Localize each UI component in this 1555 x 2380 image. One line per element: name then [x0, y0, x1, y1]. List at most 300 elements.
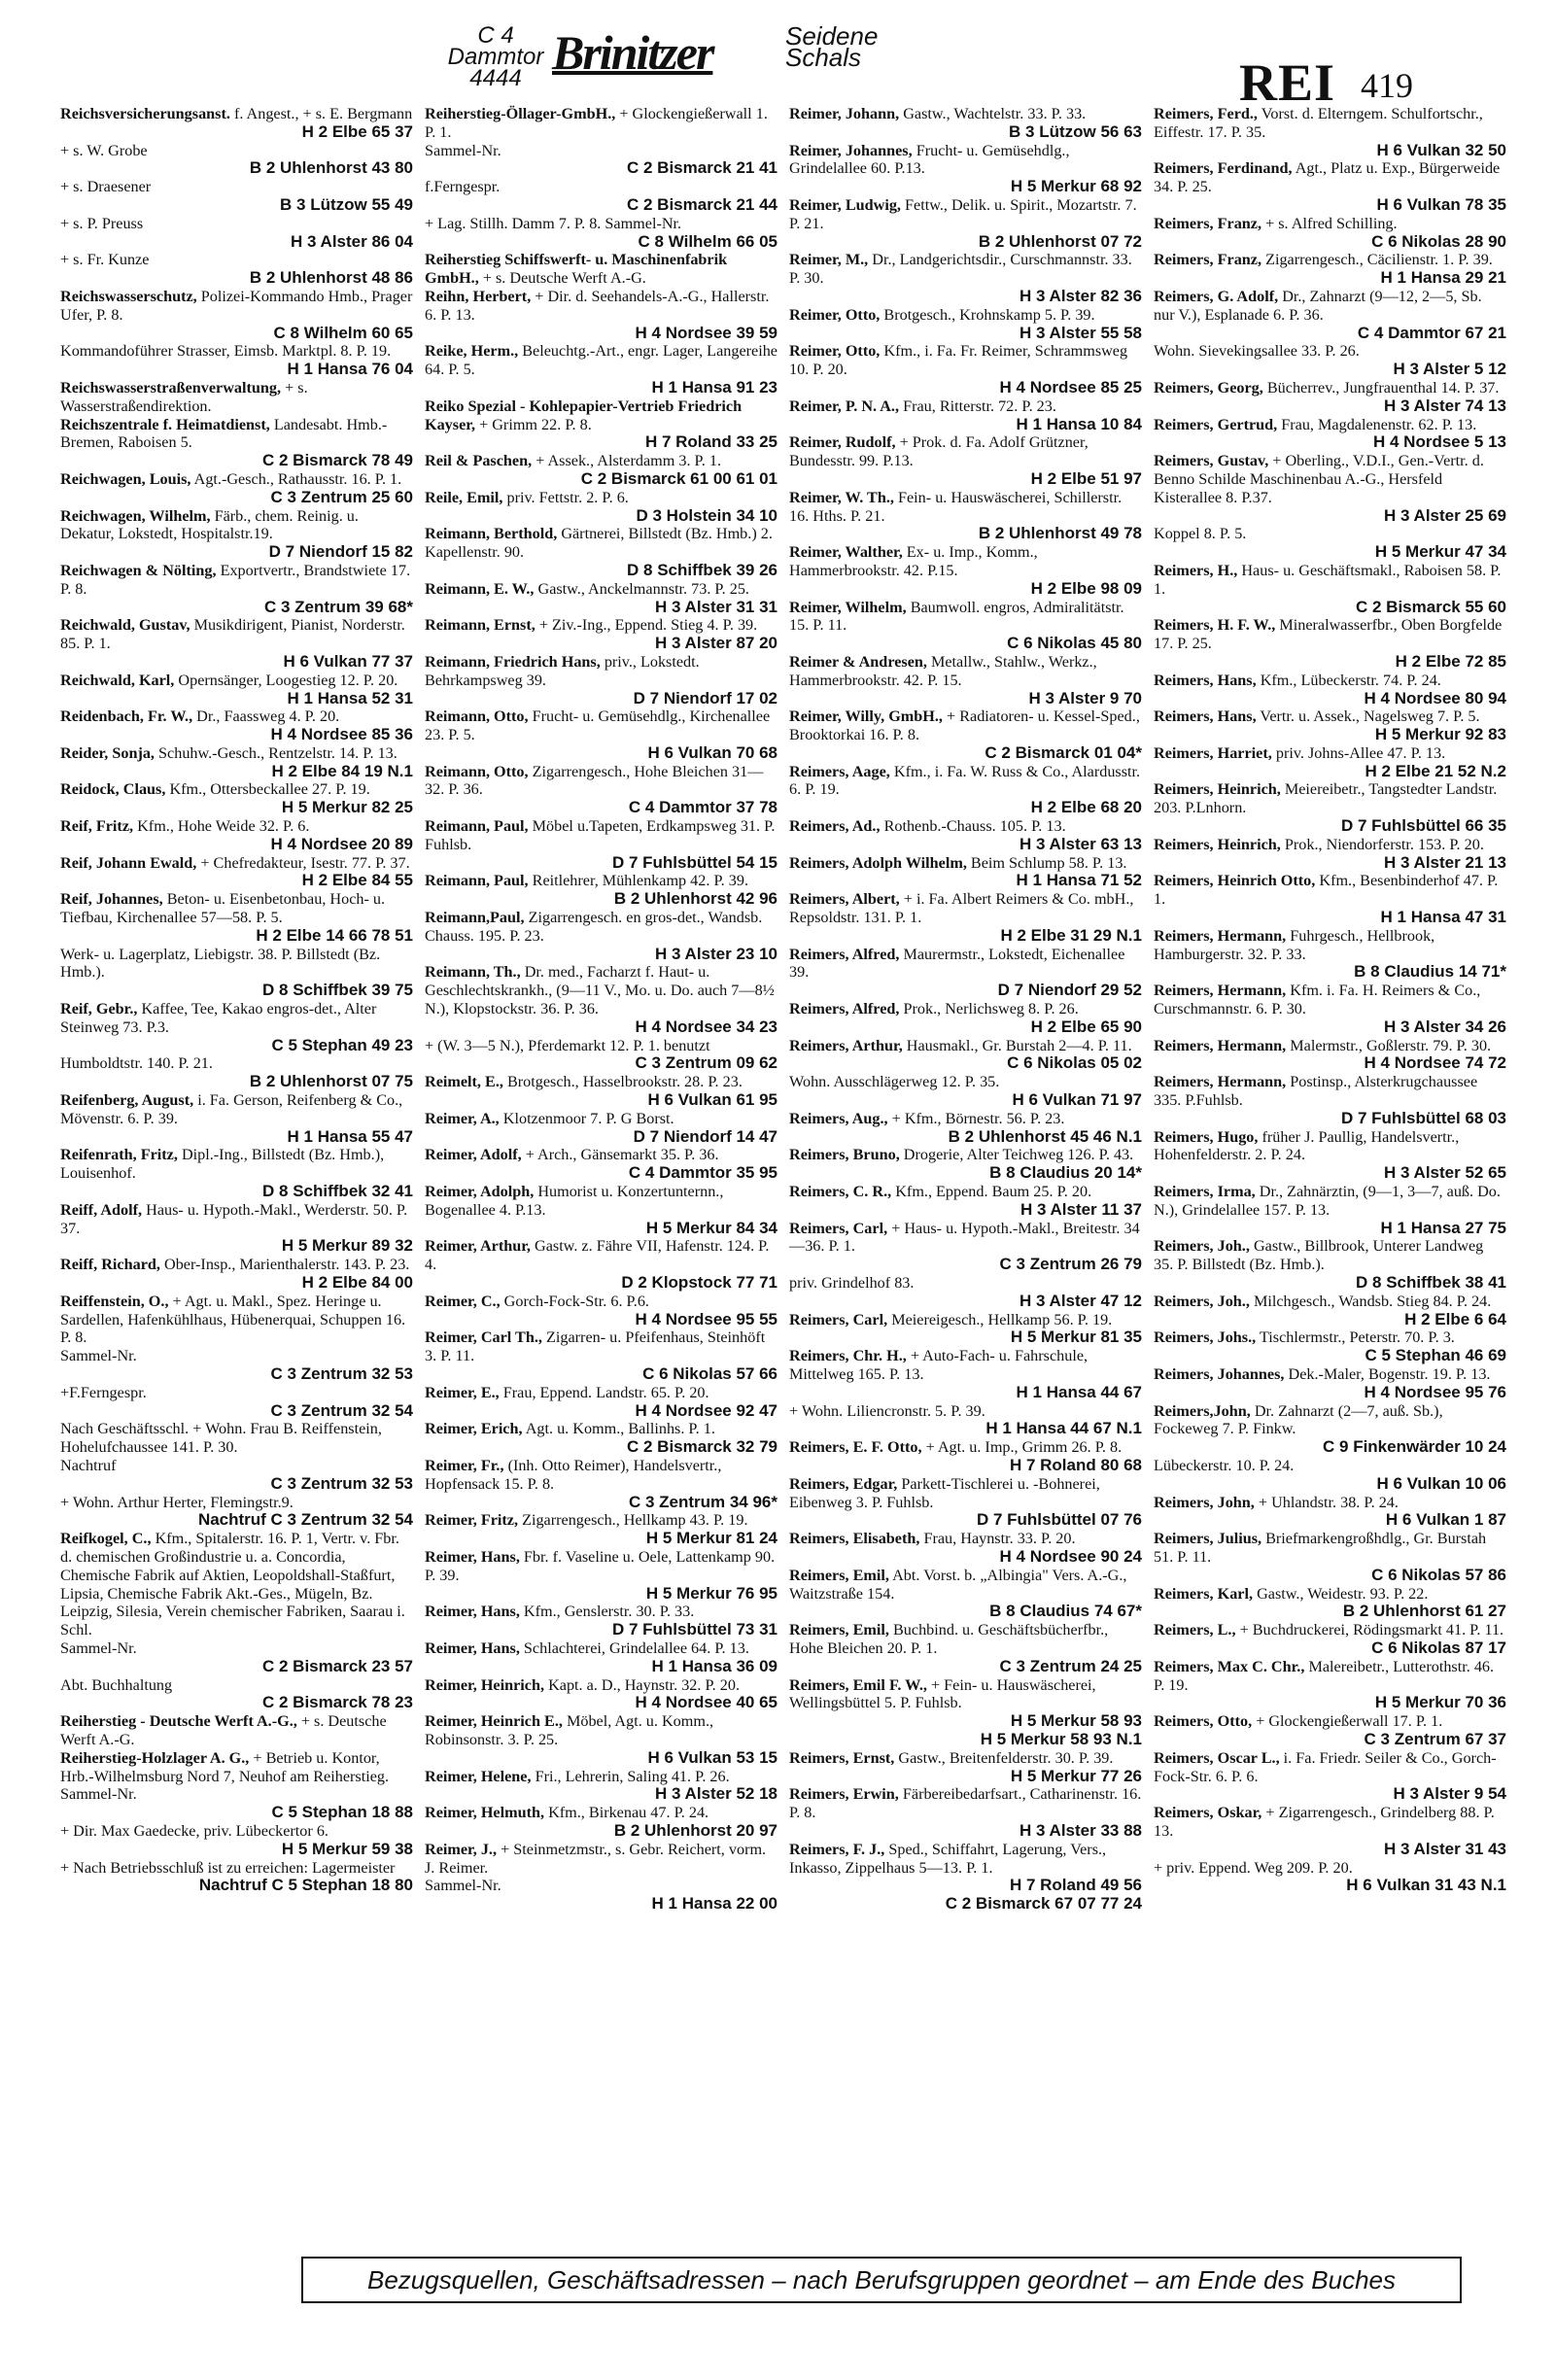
entry-name: Reimers, Alfred,: [789, 945, 900, 963]
directory-entry: [1154, 1037, 1506, 1074]
entry-phone: H 5 Merkur 58 93 N.1: [980, 1729, 1142, 1748]
directory-entry: [60, 1530, 413, 1639]
entry-phone: C 2 Bismarck 21 44: [627, 194, 778, 214]
entry-details: Werk- u. Lagerplatz, Liebigstr. 38. P. Billstedt (Bz. Hmb.).: [60, 945, 381, 982]
directory-entry: [1154, 1183, 1506, 1237]
entry-name: Reimers, Franz,: [1154, 214, 1262, 232]
entry-name: Reimann, Ernst,: [425, 616, 536, 635]
entry-phone: H 2 Elbe 21 52 N.2: [1365, 761, 1506, 780]
entry-details: priv. Grindelhof 83.: [789, 1274, 915, 1292]
directory-entry: [789, 946, 1142, 1000]
directory-entry: [425, 1548, 778, 1603]
entry-name: Reimers, John,: [1154, 1493, 1255, 1511]
entry-phone: B 2 Uhlenhorst 20 97: [613, 1820, 778, 1840]
directory-entry: [789, 543, 1142, 598]
entry-phone: H 1 Hansa 76 04: [287, 360, 413, 379]
entry-details: + Haus- u. Hypoth.-Makl., Breitestr. 34—36. P. 1.: [789, 1219, 1140, 1256]
entry-details: Koppel 8. P. 5.: [1154, 525, 1247, 543]
directory-entry: [60, 1146, 413, 1200]
entry-phone: H 4 Nordsee 85 36: [270, 725, 413, 744]
entry-details: Dr. Zahnarzt (2—7, auß. Sb.), Fockeweg 7. P. Finkw.: [1154, 1401, 1443, 1438]
entry-details: + Fein- u. Hauswäscherei, Wellingsbüttel 5. P. Fuhlsb.: [789, 1675, 1096, 1712]
entry-details: Dr. med., Facharzt f. Haut- u. Geschlechtskrankh., (9—11 V., Mo. u. Do. auch 7—8½ N.), Klopstockstr. 36. P. 36.: [425, 963, 775, 1018]
entry-phone: H 6 Vulkan 31 43 N.1: [1346, 1876, 1506, 1895]
entry-phone: D 7 Niendorf 29 52: [997, 981, 1142, 1000]
entry-name: Reimers, Hans,: [1154, 671, 1257, 689]
directory-entry: [789, 599, 1142, 653]
entry-phone: H 4 Nordsee 74 72: [1364, 1053, 1506, 1073]
entry-details: Frucht- u. Gemüsehdlg., Grindelallee 60. P.13.: [789, 141, 1070, 178]
directory-entry: [425, 1293, 778, 1329]
directory-entry: [789, 1110, 1142, 1147]
entry-details: Metallw., Stahlw., Werkz., Hammerbrookstr. 42. P. 15.: [789, 652, 1097, 689]
entry-phone: H 3 Alster 52 65: [1384, 1163, 1506, 1183]
entry-details: + i. Fa. Albert Reimers & Co. mbH., Repsoldstr. 131. P. 1.: [789, 890, 1134, 927]
entry-phone: D 7 Fuhlsbüttel 73 31: [611, 1620, 778, 1639]
entry-details: i. Fa. Gerson, Reifenberg & Co., Mövenstr. 6. P. 39.: [60, 1091, 403, 1127]
entry-name: Reichswasserstraßenverwaltung,: [60, 378, 282, 397]
directory-column-3: [783, 105, 1148, 2243]
entry-phone: B 8 Claudius 74 67*: [989, 1602, 1142, 1621]
directory-entry: [425, 178, 778, 215]
entry-details: Meiereibetr., Tangstedter Landstr. 203. P.Lnhorn.: [1154, 780, 1498, 817]
entry-details: Agt.-Gesch., Rathausstr. 16. P. 1.: [193, 469, 402, 488]
entry-phone: C 3 Zentrum 39 68*: [263, 597, 413, 616]
entry-name: Reimers, Oskar,: [1154, 1804, 1262, 1822]
entry-phone: H 6 Vulkan 32 50: [1376, 140, 1506, 159]
entry-details: Klotzenmoor 7. P. G Borst.: [502, 1109, 674, 1127]
directory-entry: [60, 1859, 413, 1896]
entry-name: Reimers, G. Adolf,: [1154, 287, 1279, 305]
entry-name: Reimer, E.,: [425, 1383, 500, 1401]
ad-brand-logo: Brinitzer: [552, 25, 713, 80]
entry-details: Brotgesch., Hasselbrookstr. 28. P. 23.: [506, 1073, 743, 1091]
directory-entry: [425, 653, 778, 707]
entry-phone: B 3 Lützow 55 49: [280, 194, 413, 214]
entry-details: Agt. u. Komm., Ballinhs. P. 1.: [525, 1420, 715, 1438]
directory-entry: [425, 909, 778, 963]
entry-details: + priv. Eppend. Weg 209. P. 20.: [1154, 1858, 1353, 1877]
entry-details: Fettw., Delik. u. Spirit., Mozartstr. 7. P. 21.: [789, 195, 1137, 232]
entry-phone: H 1 Hansa 27 75: [1380, 1218, 1506, 1237]
directory-entry: [425, 1877, 778, 1914]
entry-phone: D 7 Fuhlsbüttel 07 76: [976, 1510, 1142, 1530]
entry-phone: H 2 Elbe 14 66 78 51: [256, 925, 413, 945]
entry-name: Reimer & Andresen,: [789, 652, 927, 671]
entry-phone: H 3 Alster 31 31: [655, 597, 778, 616]
entry-phone: H 5 Merkur 81 35: [1010, 1328, 1142, 1347]
directory-entry: [60, 1201, 413, 1256]
directory-entry: [1154, 416, 1506, 453]
entry-name: Reimer, Adolf,: [425, 1146, 522, 1164]
entry-name: Reimers, Ad.,: [789, 817, 881, 836]
entry-phone: H 3 Alster 82 36: [1019, 286, 1142, 305]
entry-details: Vertr. u. Assek., Nagelsweg 7. P. 5.: [1260, 707, 1480, 726]
directory-entry: [60, 817, 413, 854]
entry-name: Reimers, Emil,: [789, 1621, 889, 1639]
directory-entry: [1154, 251, 1506, 288]
ad-product-line2: Schals: [785, 43, 862, 72]
entry-details: Möbel u.Tapeten, Erdkampsweg 31. P. Fuhlsb.: [425, 817, 776, 853]
entry-name: Reimers, Arthur,: [789, 1036, 903, 1054]
entry-phone: H 4 Nordsee 40 65: [635, 1693, 778, 1712]
entry-phone: H 2 Elbe 6 64: [1404, 1309, 1506, 1328]
directory-entry: [1154, 1585, 1506, 1622]
entry-name: Reimer, Carl Th.,: [425, 1328, 542, 1347]
entry-name: Reimer, Heinrich E.,: [425, 1712, 563, 1731]
entry-details: + s. Draesener: [60, 178, 152, 196]
entry-details: + Prok. d. Fa. Adolf Grützner, Bundesstr. 99. P.13.: [789, 433, 1088, 470]
entry-details: Abt. Vorst. b. „Albingia" Vers. A.-G., Waitzstraße 154.: [789, 1566, 1127, 1603]
entry-phone: H 5 Merkur 76 95: [645, 1583, 778, 1603]
entry-phone: H 4 Nordsee 20 89: [270, 834, 413, 853]
entry-details: + Dir. Max Gaedecke, priv. Lübeckertor 6.: [60, 1821, 328, 1840]
entry-phone: D 8 Schiffbek 39 26: [627, 560, 778, 579]
entry-name: Reimers, L.,: [1154, 1621, 1236, 1639]
directory-entry: [425, 1073, 778, 1110]
directory-entry: [1154, 1365, 1506, 1402]
entry-details: Kfm., Lübeckerstr. 74. P. 24.: [1260, 671, 1441, 689]
entry-phone: H 1 Hansa 47 31: [1380, 908, 1506, 927]
directory-entry: [60, 854, 413, 891]
entry-phone: C 3 Zentrum 09 62: [635, 1053, 778, 1073]
directory-entry: [60, 178, 413, 215]
entry-name: Reimers, Chr. H.,: [789, 1347, 907, 1365]
entry-name: Reimers, Alfred,: [789, 1000, 900, 1018]
entry-phone: C 4 Dammtor 35 95: [628, 1163, 778, 1183]
entry-name: Reile, Emil,: [425, 488, 503, 506]
entry-name: Reimers, E. F. Otto,: [789, 1438, 922, 1457]
directory-entry: [60, 1712, 413, 1749]
entry-details: Fein- u. Hauswäscherei, Schillerstr. 16. Hths. P. 21.: [789, 488, 1123, 525]
directory-entry: [425, 817, 778, 872]
entry-phone: H 1 Hansa 91 23: [651, 377, 778, 397]
entry-name: Reimer, J.,: [425, 1840, 498, 1858]
directory-entry: [60, 1676, 413, 1713]
entry-phone: C 3 Zentrum 67 37: [1364, 1729, 1506, 1748]
entry-details: + Ziv.-Ing., Eppend. Stieg 4. P. 39.: [538, 616, 758, 635]
entry-phone: C 2 Bismarck 78 49: [262, 451, 413, 470]
entry-details: priv., Lokstedt. Behrkampsweg 39.: [425, 652, 700, 689]
entry-details: Sammel-Nr.: [60, 1638, 137, 1657]
entry-phone: H 2 Elbe 84 00: [301, 1273, 413, 1292]
entry-details: Fuhrgesch., Hellbrook, Hamburgerstr. 32. P. 33.: [1154, 926, 1435, 963]
entry-details: Nach Geschäftsschl. + Wohn. Frau B. Reiffenstein, Hohelufchaussee 141. P. 30.: [60, 1420, 382, 1457]
entry-details: Reitlehrer, Mühlenkamp 42. P. 39.: [532, 872, 748, 890]
directory-entry: [789, 1438, 1142, 1475]
entry-details: Frau, Ritterstr. 72. P. 23.: [903, 397, 1056, 415]
entry-phone: H 1 Hansa 44 67 N.1: [985, 1419, 1142, 1438]
directory-entry: [789, 142, 1142, 196]
entry-details: Exportvertr., Brandstwiete 17. P. 8.: [60, 561, 411, 598]
directory-entry: [789, 653, 1142, 707]
entry-phone: C 6 Nikolas 57 86: [1371, 1565, 1506, 1584]
directory-entry: [60, 1384, 413, 1421]
directory-entry: [60, 1293, 413, 1347]
entry-name: Reimers, Edgar,: [789, 1474, 898, 1493]
directory-entry: [1154, 452, 1506, 525]
entry-phone: C 2 Bismarck 32 79: [627, 1437, 778, 1457]
entry-details: Zigarrengesch., Cäcilienstr. 1. P. 39.: [1265, 251, 1493, 269]
directory-entry: [60, 470, 413, 507]
directory-entry: [789, 763, 1142, 817]
directory-entry: [789, 1347, 1142, 1401]
entry-details: Sammel-Nr.: [60, 1347, 137, 1365]
entry-name: Reichwald, Gustav,: [60, 616, 190, 635]
entry-details: + s. Fr. Kunze: [60, 251, 150, 269]
entry-name: Reichwagen, Wilhelm,: [60, 506, 211, 525]
entry-details: + s. Deutsche Werft A.-G.: [482, 269, 646, 288]
directory-entry: [789, 105, 1142, 142]
entry-details: Schuhw.-Gesch., Rentzelstr. 14. P. 13.: [158, 743, 397, 762]
directory-entry: [425, 1146, 778, 1183]
entry-details: Dr., Zahnarzt (9—12, 2—5, Sb. nur V.), Esplanade 6. P. 36.: [1154, 287, 1482, 324]
directory-entry: [789, 1567, 1142, 1621]
entry-details: f. Angest., + s. E. Bergmann: [233, 105, 413, 122]
entry-name: Reimers, Gertrud,: [1154, 415, 1278, 433]
entry-details: Dipl.-Ing., Billstedt (Bz. Hmb.), Louisenhof.: [60, 1146, 385, 1183]
entry-name: Reimers, Heinrich,: [1154, 780, 1281, 799]
entry-details: Färbereibedarfsart., Catharinenstr. 16. P. 8.: [789, 1785, 1142, 1822]
entry-details: Baumwoll. engros, Admiralitätstr. 15. P. 11.: [789, 598, 1124, 635]
entry-name: Reifkogel, C.,: [60, 1530, 152, 1548]
entry-details: Mineralwasserfbr., Oben Borgfelde 17. P. 25.: [1154, 616, 1503, 653]
entry-phone: H 5 Merkur 77 26: [1010, 1766, 1142, 1785]
directory-entry: [425, 397, 778, 452]
entry-phone: H 1 Hansa 29 21: [1380, 268, 1506, 288]
entry-details: Gastw. z. Fähre VII, Hafenstr. 124. P. 4.: [425, 1237, 770, 1274]
directory-entry: [425, 707, 778, 762]
directory-entry: [425, 288, 778, 342]
entry-details: + Agt. u. Imp., Grimm 26. P. 8.: [925, 1438, 1123, 1457]
directory-entry: [60, 707, 413, 744]
entry-name: Reimer, Wilhelm,: [789, 598, 907, 616]
entry-phone: H 3 Alster 31 43: [1384, 1839, 1506, 1858]
directory-entry: [425, 342, 778, 397]
entry-phone: H 4 Nordsee 95 55: [635, 1309, 778, 1328]
ad-phone-block: [442, 22, 549, 91]
directory-entry: [425, 1804, 778, 1841]
entry-details: Zigarrengesch. en gros-det., Wandsb. Chauss. 195. P. 23.: [425, 909, 763, 945]
entry-phone: B 2 Uhlenhorst 61 27: [1342, 1602, 1506, 1621]
directory-entry: [1154, 379, 1506, 416]
entry-details: + (W. 3—5 N.), Pferdemarkt 12. P. 1. benutzt: [425, 1036, 710, 1054]
entry-details: Opernsänger, Loogestieg 12. P. 20.: [178, 671, 398, 689]
entry-name: Reimers, F. J.,: [789, 1840, 885, 1858]
entry-details: Kfm., Spitalerstr. 16. P. 1, Vertr. v. Fbr. d. chemischen Großindustrie u. a. Concordia, Chemische Fabrik auf Aktien, Leopoldshall-Staßfurt, Lipsia, Chemische Fabrik Akt.-Ges., Mügeln, Bz. Leipzig, Silesia, Verein chemischer Fabriken, Saarau i. Schl.: [60, 1530, 405, 1639]
directory-entry: [425, 872, 778, 909]
directory-entry: [60, 379, 413, 416]
entry-name: Reimers, Oscar L.,: [1154, 1748, 1280, 1767]
directory-columns: [54, 105, 1512, 2243]
entry-phone: D 8 Schiffbek 39 75: [262, 981, 413, 1000]
entry-name: Reimers, Johs.,: [1154, 1328, 1257, 1347]
directory-entry: [425, 963, 778, 1036]
entry-name: Reimann,Paul,: [425, 909, 525, 927]
entry-details: Lübeckerstr. 10. P. 24.: [1154, 1456, 1295, 1474]
directory-entry: [425, 1511, 778, 1548]
directory-entry: [1154, 562, 1506, 616]
entry-name: Reidenbach, Fr. W.,: [60, 707, 193, 726]
entry-phone: H 6 Vulkan 10 06: [1376, 1473, 1506, 1493]
directory-entry: [789, 342, 1142, 397]
entry-phone: D 7 Niendorf 14 47: [633, 1126, 778, 1146]
entry-details: Postinsp., Alsterkrugchaussee 335. P.Fuhlsb.: [1154, 1073, 1478, 1110]
entry-phone: C 6 Nikolas 28 90: [1371, 231, 1506, 251]
entry-phone: H 3 Alster 55 58: [1019, 323, 1142, 342]
entry-phone: H 4 Nordsee 5 13: [1372, 432, 1506, 452]
entry-phone: C 3 Zentrum 32 53: [270, 1473, 413, 1493]
entry-phone: H 7 Roland 33 25: [644, 432, 778, 452]
entry-details: Kfm., Eppend. Baum 25. P. 20.: [895, 1183, 1092, 1201]
entry-name: Reiherstieg-Holzlager A. G.,: [60, 1748, 250, 1767]
entry-phone: H 3 Alster 25 69: [1384, 505, 1506, 525]
entry-phone: H 2 Elbe 84 19 N.1: [271, 761, 413, 780]
page-number: 419: [1361, 66, 1413, 105]
entry-details: Hausmakl., Gr. Burstah 2—4. P. 11.: [906, 1036, 1132, 1054]
entry-details: + Glockengießerwall 17. P. 1.: [1256, 1712, 1443, 1731]
entry-details: Buchbind. u. Geschäftsbücherfbr., Hohe Bleichen 20. P. 1.: [789, 1621, 1109, 1657]
entry-details: + s. Alfred Schilling.: [1265, 214, 1398, 232]
entry-name: Reimer, Erich,: [425, 1420, 523, 1438]
directory-entry: [789, 1311, 1142, 1348]
entry-phone: C 2 Bismarck 23 57: [262, 1656, 413, 1675]
entry-details: Drogerie, Alter Teichweg 126. P. 43.: [903, 1146, 1134, 1164]
entry-phone: C 5 Stephan 46 69: [1365, 1346, 1506, 1365]
directory-entry: [1154, 342, 1506, 379]
directory-entry: [425, 452, 778, 489]
directory-entry: [425, 1037, 778, 1074]
directory-entry: [1154, 836, 1506, 873]
entry-details: + Kfm., Börnestr. 56. P. 23.: [891, 1109, 1065, 1127]
entry-phone: D 8 Schiffbek 32 41: [262, 1182, 413, 1201]
entry-details: + Agt. u. Makl., Spez. Heringe u. Sardellen, Hafenkühlhaus, Hübenerquai, Schuppen 16. P. 8.: [60, 1292, 406, 1347]
directory-entry: [789, 306, 1142, 343]
entry-name: Reimers, Emil,: [789, 1566, 889, 1584]
entry-details: Zigarrengesch., Hohe Bleichen 31—32. P. 36.: [425, 762, 764, 799]
entry-details: Meiereigesch., Hellkamp 56. P. 19.: [891, 1310, 1113, 1328]
entry-details: i. Fa. Friedr. Seiler & Co., Gorch-Fock-Str. 6. P. 6.: [1154, 1748, 1497, 1785]
entry-details: Dr., Landgerichtsdir., Curschmannstr. 33. P. 30.: [789, 251, 1132, 288]
entry-phone: C 4 Dammtor 67 21: [1357, 323, 1506, 342]
entry-details: + s. W. Grobe: [60, 141, 148, 159]
directory-entry: [789, 1220, 1142, 1274]
directory-entry: [60, 1457, 413, 1494]
entry-name: Reimers, Carl,: [789, 1219, 888, 1237]
entry-details: Fbr. f. Vaseline u. Oele, Lattenkamp 90. P. 39.: [425, 1547, 776, 1584]
directory-entry: [60, 1785, 413, 1822]
entry-phone: H 5 Merkur 81 24: [645, 1529, 778, 1548]
entry-name: Reiherstieg Schiffswerft- u. Maschinenfabrik GmbH.,: [425, 251, 728, 288]
entry-details: + Wohn. Liliencronstr. 5. P. 39.: [789, 1401, 985, 1420]
directory-entry: [425, 489, 778, 526]
directory-entry: [60, 105, 413, 142]
entry-details: Prok., Niendorferstr. 153. P. 20.: [1284, 835, 1484, 853]
entry-phone: H 1 Hansa 36 09: [651, 1656, 778, 1675]
entry-phone: H 1 Hansa 10 84: [1016, 414, 1142, 433]
entry-details: Rothenb.-Chauss. 105. P. 13.: [883, 817, 1066, 836]
entry-phone: H 3 Alster 9 54: [1393, 1784, 1506, 1804]
entry-phone: C 8 Wilhelm 66 05: [638, 231, 778, 251]
directory-entry: [425, 1712, 778, 1767]
ad-phone-line2: 4444: [469, 65, 522, 91]
entry-details: Möbel, Agt. u. Komm., Robinsonstr. 3. P. 25.: [425, 1712, 714, 1748]
entry-details: + Steinmetzmstr., s. Gebr. Reichert, vorm. J. Reimer.: [425, 1840, 767, 1877]
directory-entry: [789, 1785, 1142, 1840]
directory-entry: [1154, 1328, 1506, 1365]
entry-details: (Inh. Otto Reimer), Handelsvertr., Hopfensack 15. P. 8.: [425, 1456, 722, 1493]
entry-name: Reiherstieg - Deutsche Werft A.-G.,: [60, 1712, 297, 1731]
directory-entry: [60, 1000, 413, 1054]
directory-column-4: [1148, 105, 1512, 2243]
entry-name: Reimers, Albert,: [789, 890, 900, 909]
entry-phone: C 9 Finkenwärder 10 24: [1323, 1437, 1506, 1457]
entry-phone: H 5 Merkur 47 34: [1374, 542, 1506, 562]
entry-phone: H 4 Nordsee 34 23: [635, 1017, 778, 1036]
entry-name: Reimer, Willy, GmbH.,: [789, 707, 943, 726]
entry-name: Reimer, Arthur,: [425, 1237, 531, 1256]
directory-entry: [60, 616, 413, 671]
entry-phone: B 2 Uhlenhorst 45 46 N.1: [948, 1126, 1142, 1146]
directory-entry: [789, 1402, 1142, 1439]
entry-phone: H 5 Merkur 58 93: [1010, 1711, 1142, 1731]
entry-phone: H 3 Alster 34 26: [1384, 1017, 1506, 1036]
directory-entry: [425, 1420, 778, 1457]
entry-name: Reimer, Walther,: [789, 543, 903, 562]
directory-entry: [1154, 215, 1506, 252]
entry-name: Reimers, Aug.,: [789, 1109, 888, 1127]
entry-name: Reimers, H.,: [1154, 561, 1238, 579]
entry-details: Schlachterei, Grindelallee 64. P. 13.: [523, 1638, 749, 1657]
entry-details: Briefmarkengroßhdlg., Gr. Burstah 51. P. 11.: [1154, 1530, 1487, 1566]
entry-name: Reimers, Ernst,: [789, 1748, 895, 1767]
directory-entry: [425, 1110, 778, 1147]
directory-entry: [789, 397, 1142, 434]
entry-name: Reimann, Otto,: [425, 762, 529, 780]
entry-name: Reimers, Irma,: [1154, 1183, 1256, 1201]
directory-entry: [1154, 927, 1506, 982]
entry-phone: C 2 Bismarck 21 41: [627, 158, 778, 178]
entry-phone: H 5 Merkur 92 83: [1374, 725, 1506, 744]
entry-phone: B 8 Claudius 14 71*: [1354, 962, 1506, 982]
directory-entry: [60, 507, 413, 562]
entry-name: Reif, Fritz,: [60, 817, 134, 836]
entry-name: Reimers, Hans,: [1154, 707, 1257, 726]
directory-entry: [60, 1256, 413, 1293]
directory-entry: [60, 672, 413, 708]
directory-entry: [1154, 1073, 1506, 1127]
entry-details: Brotgesch., Krohnskamp 5. P. 39.: [883, 305, 1095, 324]
entry-phone: C 3 Zentrum 32 54: [270, 1400, 413, 1420]
directory-entry: [789, 433, 1142, 488]
entry-name: Reimer, Adolph,: [425, 1183, 535, 1201]
entry-name: Reimers, Hermann,: [1154, 1036, 1287, 1054]
entry-name: Reimer, Johannes,: [789, 141, 913, 159]
entry-phone: C 2 Bismarck 61 00 61 01: [580, 468, 778, 488]
entry-details: Frau, Haynstr. 33. P. 20.: [923, 1530, 1076, 1548]
directory-entry: [425, 1639, 778, 1676]
entry-name: Reimer, Fritz,: [425, 1511, 519, 1530]
directory-entry: [1154, 872, 1506, 926]
entry-details: Frucht- u. Gemüsehdlg., Kirchenallee 23. P. 5.: [425, 707, 771, 744]
directory-entry: [60, 251, 413, 288]
directory-entry: [60, 946, 413, 1000]
entry-phone: H 5 Merkur 68 92: [1010, 177, 1142, 196]
entry-phone: H 5 Merkur 82 25: [281, 798, 413, 817]
entry-details: Ober-Insp., Marienthalerstr. 143. P. 23.: [164, 1256, 410, 1274]
page-header: [0, 0, 1555, 112]
directory-entry: [1154, 105, 1506, 159]
